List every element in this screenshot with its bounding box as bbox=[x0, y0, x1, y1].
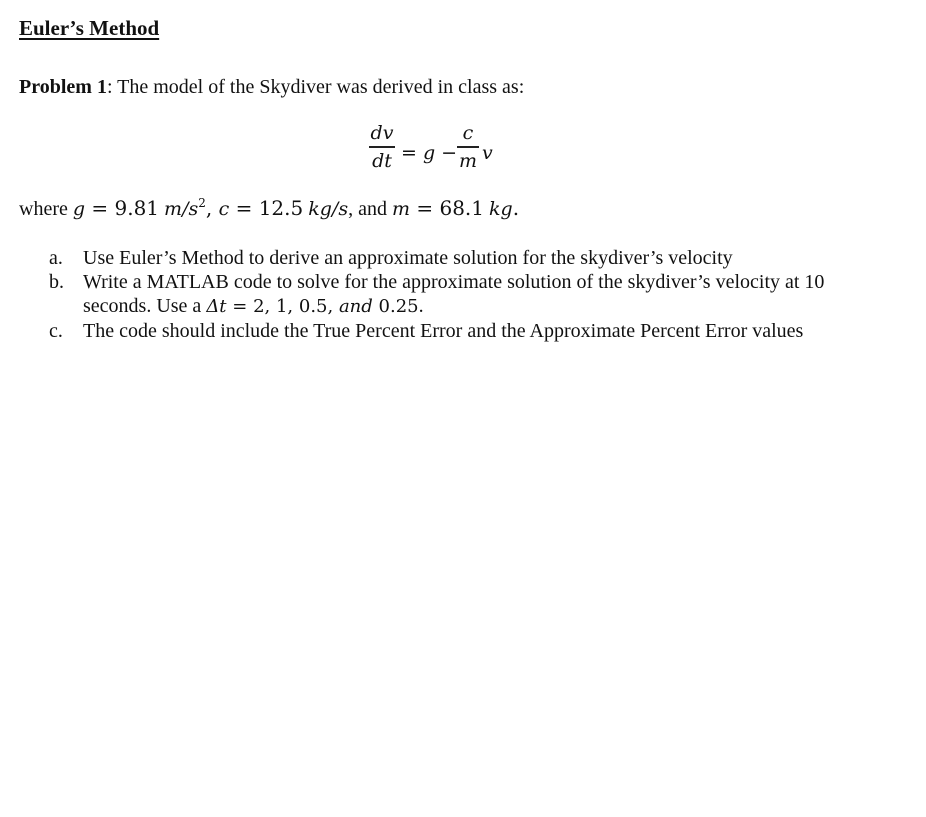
delta-t-symbol: Δt bbox=[206, 296, 227, 317]
and-word: and bbox=[333, 296, 373, 317]
g-units: m/s bbox=[164, 198, 199, 220]
g-variable: g bbox=[72, 198, 86, 220]
derivative-numerator: dv bbox=[370, 122, 394, 144]
list-item-text: Use Euler’s Method to derive an approximate solution for the skydiver’s velocity bbox=[83, 247, 733, 269]
c-value: = 12.5 bbox=[229, 196, 304, 220]
section-title: Euler’s Method bbox=[19, 16, 160, 40]
drag-denominator: m bbox=[458, 149, 478, 172]
list-item bbox=[49, 270, 863, 319]
task-list bbox=[49, 246, 863, 343]
list-marker: b. bbox=[49, 271, 64, 293]
derivative-denominator: dt bbox=[372, 149, 392, 172]
list-item bbox=[49, 319, 863, 343]
list-item bbox=[49, 246, 863, 270]
list-marker: a. bbox=[49, 247, 63, 269]
list-marker: c. bbox=[49, 320, 63, 342]
c-variable: c bbox=[218, 198, 230, 220]
g-exponent: 2 bbox=[198, 196, 206, 210]
list-item-text: The code should include the True Percent Error and the Approximate Percent Error values bbox=[83, 320, 804, 342]
list-item-text: Write a MATLAB code to solve for the approximate solution of the skydiver’s velocity at 10 seconds. Use a bbox=[83, 271, 825, 317]
derivative-fraction bbox=[369, 122, 395, 172]
problem-statement bbox=[19, 76, 524, 99]
drag-numerator: c bbox=[462, 122, 474, 144]
m-units: kg bbox=[489, 198, 513, 220]
fraction-bar bbox=[369, 146, 395, 148]
equation-middle: = g − bbox=[401, 142, 458, 164]
item-end: . bbox=[418, 295, 424, 317]
c-units: kg/s bbox=[308, 198, 349, 220]
drag-fraction bbox=[457, 122, 479, 172]
parameter-values: where g = 9.81 $m/s^2$, c = 12.5 kg/s, and m = 68.1 kg. bbox=[19, 196, 520, 220]
g-value: = 9.81 bbox=[85, 196, 160, 220]
m-value: = 68.1 bbox=[410, 196, 485, 220]
fraction-bar bbox=[457, 146, 479, 148]
delta-t-values: = 2, 1, 0.5, bbox=[226, 296, 334, 317]
delta-t-last-value: 0.25 bbox=[372, 296, 419, 317]
where-prefix: where bbox=[19, 198, 68, 220]
and-text: , and bbox=[348, 198, 387, 220]
m-variable: m bbox=[391, 198, 410, 220]
velocity-variable: v bbox=[482, 142, 493, 164]
sentence-end: . bbox=[512, 196, 520, 220]
problem-text: : The model of the Skydiver was derived in class as: bbox=[106, 76, 525, 98]
problem-label: Problem 1 bbox=[19, 76, 107, 98]
